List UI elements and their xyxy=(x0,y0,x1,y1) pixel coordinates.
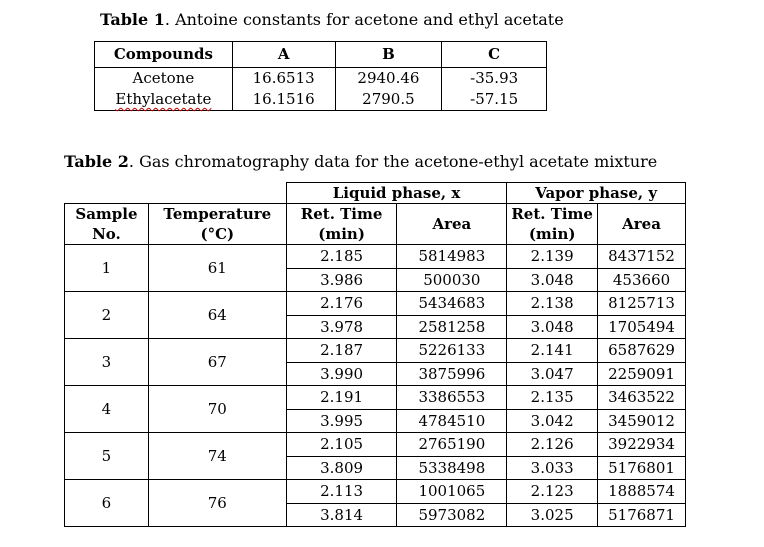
table-row xyxy=(95,89,547,111)
liquid-ret-time-cell: 3.978 xyxy=(286,315,397,339)
sample-no-cell: 3 xyxy=(65,339,149,386)
liquid-area-cell: 5226133 xyxy=(397,339,507,363)
liquid-area-cell: 5814983 xyxy=(397,245,507,269)
header-liquid-phase: Liquid phase, x xyxy=(286,183,507,204)
compound-cell xyxy=(95,89,233,111)
vapor-area-cell: 6587629 xyxy=(598,339,686,363)
c-cell: -35.93 xyxy=(442,68,547,90)
vapor-area-cell: 8125713 xyxy=(598,292,686,316)
column-header-row xyxy=(65,204,686,245)
liquid-ret-time-cell: 2.105 xyxy=(286,433,397,457)
a-cell: 16.6513 xyxy=(232,68,335,90)
vapor-ret-time-cell: 2.126 xyxy=(507,433,598,457)
vapor-ret-time-cell: 2.139 xyxy=(507,245,598,269)
vapor-area-cell: 5176801 xyxy=(598,456,686,480)
temperature-cell: 74 xyxy=(148,433,286,480)
table-row xyxy=(65,292,686,316)
b-cell: 2940.46 xyxy=(335,68,442,90)
vapor-area-cell: 2259091 xyxy=(598,362,686,386)
vapor-area-cell: 3459012 xyxy=(598,409,686,433)
liquid-area-cell: 4784510 xyxy=(397,409,507,433)
liquid-area-cell: 500030 xyxy=(397,268,507,292)
header-vapor-area: Area xyxy=(598,204,686,245)
header-liquid-ret-line1: Ret. Time xyxy=(300,205,383,223)
compound-cell: Acetone xyxy=(95,68,233,90)
compound-name: Ethylacetate xyxy=(115,90,212,108)
liquid-ret-time-cell: 2.176 xyxy=(286,292,397,316)
header-corner xyxy=(65,183,287,204)
vapor-ret-time-cell: 3.025 xyxy=(507,503,598,527)
liquid-area-cell: 3875996 xyxy=(397,362,507,386)
sample-no-cell: 1 xyxy=(65,245,149,292)
b-cell: 2790.5 xyxy=(335,89,442,111)
temperature-cell: 70 xyxy=(148,386,286,433)
liquid-area-cell: 1001065 xyxy=(397,480,507,504)
table1-caption-label: Table 1 xyxy=(100,10,165,29)
vapor-ret-time-cell: 2.138 xyxy=(507,292,598,316)
phase-header-row xyxy=(65,183,686,204)
header-a: A xyxy=(232,42,335,68)
vapor-area-cell: 1705494 xyxy=(598,315,686,339)
liquid-ret-time-cell: 3.814 xyxy=(286,503,397,527)
vapor-ret-time-cell: 3.042 xyxy=(507,409,598,433)
table-row xyxy=(65,245,686,269)
vapor-ret-time-cell: 2.123 xyxy=(507,480,598,504)
header-sample-no xyxy=(65,204,149,245)
temperature-cell: 64 xyxy=(148,292,286,339)
liquid-ret-time-cell: 2.191 xyxy=(286,386,397,410)
header-sample-line2: No. xyxy=(92,225,121,243)
vapor-area-cell: 3463522 xyxy=(598,386,686,410)
vapor-ret-time-cell: 2.135 xyxy=(507,386,598,410)
liquid-area-cell: 5434683 xyxy=(397,292,507,316)
header-vapor-ret-time xyxy=(507,204,598,245)
gc-data-table xyxy=(64,182,686,527)
c-cell: -57.15 xyxy=(442,89,547,111)
table-row xyxy=(65,339,686,363)
header-compounds: Compounds xyxy=(95,42,233,68)
vapor-ret-time-cell: 3.048 xyxy=(507,315,598,339)
header-sample-line1: Sample xyxy=(75,205,138,223)
temperature-cell: 61 xyxy=(148,245,286,292)
liquid-ret-time-cell: 2.187 xyxy=(286,339,397,363)
header-b: B xyxy=(335,42,442,68)
liquid-area-cell: 3386553 xyxy=(397,386,507,410)
liquid-ret-time-cell: 3.990 xyxy=(286,362,397,386)
vapor-ret-time-cell: 3.047 xyxy=(507,362,598,386)
vapor-area-cell: 453660 xyxy=(598,268,686,292)
table-row xyxy=(65,386,686,410)
vapor-ret-time-cell: 2.141 xyxy=(507,339,598,363)
header-vapor-ret-line2: (min) xyxy=(528,225,576,243)
vapor-area-cell: 1888574 xyxy=(598,480,686,504)
gc-table-body xyxy=(65,245,686,527)
liquid-ret-time-cell: 3.995 xyxy=(286,409,397,433)
liquid-ret-time-cell: 2.185 xyxy=(286,245,397,269)
header-temperature-line1: Temperature xyxy=(163,205,272,223)
header-liquid-ret-line2: (min) xyxy=(318,225,365,243)
header-temperature xyxy=(148,204,286,245)
table1-caption xyxy=(100,10,564,29)
vapor-area-cell: 8437152 xyxy=(598,245,686,269)
table-row xyxy=(65,480,686,504)
table1-caption-text: . Antoine constants for acetone and ethyl acetate xyxy=(164,10,564,29)
vapor-ret-time-cell: 3.033 xyxy=(507,456,598,480)
temperature-cell: 76 xyxy=(148,480,286,527)
table-row xyxy=(65,433,686,457)
table-row xyxy=(95,68,547,90)
table2-caption xyxy=(64,152,657,171)
liquid-area-cell: 2765190 xyxy=(397,433,507,457)
temperature-cell: 67 xyxy=(148,339,286,386)
sample-no-cell: 4 xyxy=(65,386,149,433)
header-vapor-phase: Vapor phase, y xyxy=(507,183,686,204)
a-cell: 16.1516 xyxy=(232,89,335,111)
table2-caption-text: . Gas chromatography data for the acetone-ethyl acetate mixture xyxy=(128,152,658,171)
liquid-area-cell: 2581258 xyxy=(397,315,507,339)
sample-no-cell: 2 xyxy=(65,292,149,339)
liquid-ret-time-cell: 3.986 xyxy=(286,268,397,292)
vapor-area-cell: 3922934 xyxy=(598,433,686,457)
liquid-ret-time-cell: 2.113 xyxy=(286,480,397,504)
header-liquid-ret-time xyxy=(286,204,397,245)
header-temperature-line2: (°C) xyxy=(200,225,235,243)
header-liquid-area: Area xyxy=(397,204,507,245)
header-c: C xyxy=(442,42,547,68)
table-header-row xyxy=(95,42,547,68)
antoine-constants-table xyxy=(94,41,547,111)
sample-no-cell: 5 xyxy=(65,433,149,480)
table2-caption-label: Table 2 xyxy=(64,152,129,171)
liquid-ret-time-cell: 3.809 xyxy=(286,456,397,480)
header-vapor-ret-line1: Ret. Time xyxy=(511,205,593,223)
vapor-area-cell: 5176871 xyxy=(598,503,686,527)
liquid-area-cell: 5338498 xyxy=(397,456,507,480)
vapor-ret-time-cell: 3.048 xyxy=(507,268,598,292)
sample-no-cell: 6 xyxy=(65,480,149,527)
liquid-area-cell: 5973082 xyxy=(397,503,507,527)
